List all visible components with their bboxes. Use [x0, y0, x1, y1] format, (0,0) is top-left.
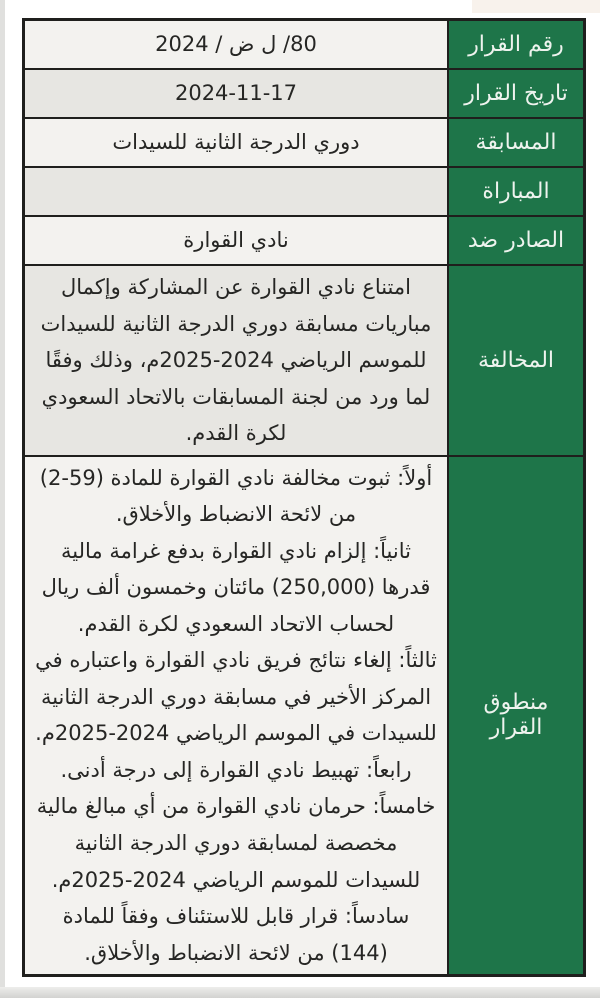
value-line: رابعاً: تهبيط نادي القوارة إلى درجة أدنى. [60, 757, 412, 782]
row-label: الصادر ضد [448, 216, 585, 265]
table-row [24, 118, 585, 167]
value-line: خامساً: حرمان نادي القوارة من أي مبالغ مالية مخصصة لمسابقة دوري الدرجة الثانية للسيدات للموسم الرياضي 2024-2025م. [36, 794, 436, 892]
table-row [24, 456, 585, 976]
row-label: المخالفة [448, 265, 585, 456]
row-value [24, 69, 449, 118]
row-value [24, 20, 449, 70]
decision-table-body [24, 20, 585, 976]
table-row [24, 265, 585, 456]
value-line: دوري الدرجة الثانية للسيدات [112, 130, 360, 155]
row-value [24, 216, 449, 265]
row-label: المباراة [448, 167, 585, 216]
value-line [34, 187, 438, 197]
value-line: 80/ ل ض / 2024 [155, 32, 317, 57]
row-label: تاريخ القرار [448, 69, 585, 118]
table-row [24, 20, 585, 70]
page-bottom-shadow [0, 987, 600, 998]
value-line: سادساً: قرار قابل للاستئناف وفقاً للمادة (144) من لائحة الانضباط والأخلاق. [62, 904, 410, 965]
table-row [24, 167, 585, 216]
row-label: رقم القرار [448, 20, 585, 70]
value-line: نادي القوارة [183, 228, 289, 253]
decision-table [22, 18, 586, 977]
row-value [24, 118, 449, 167]
row-value [24, 265, 449, 456]
value-line: امتناع نادي القوارة عن المشاركة وإكمال مباريات مسابقة دوري الدرجة الثانية للسيدات للموسم الرياضي 2024-2025م، وذلك وفقًا لما ورد من لجنة المسابقات بالاتحاد السعودي لكرة القدم. [40, 275, 432, 446]
table-row [24, 216, 585, 265]
row-value [24, 167, 449, 216]
value-line: 2024-11-17 [174, 81, 298, 106]
row-label: منطوق القرار [448, 456, 585, 976]
page-left-edge [0, 0, 5, 998]
page-top-right-strip [472, 0, 600, 13]
row-label: المسابقة [448, 118, 585, 167]
value-line: ثالثاً: إلغاء نتائج فريق نادي القوارة واعتباره في المركز الأخير في مسابقة دوري الدرجة الثانية للسيدات في الموسم الرياضي 2024-2025م. [35, 648, 437, 746]
row-value [24, 456, 449, 976]
table-row [24, 69, 585, 118]
value-line: أولاً: ثبوت مخالفة نادي القوارة للمادة (59-2) من لائحة الانضباط والأخلاق. [39, 465, 433, 527]
value-line: ثانياً: إلزام نادي القوارة بدفع غرامة مالية قدرها (250,000) مائتان وخمسون ألف ريال لحساب الاتحاد السعودي لكرة القدم. [41, 538, 431, 636]
